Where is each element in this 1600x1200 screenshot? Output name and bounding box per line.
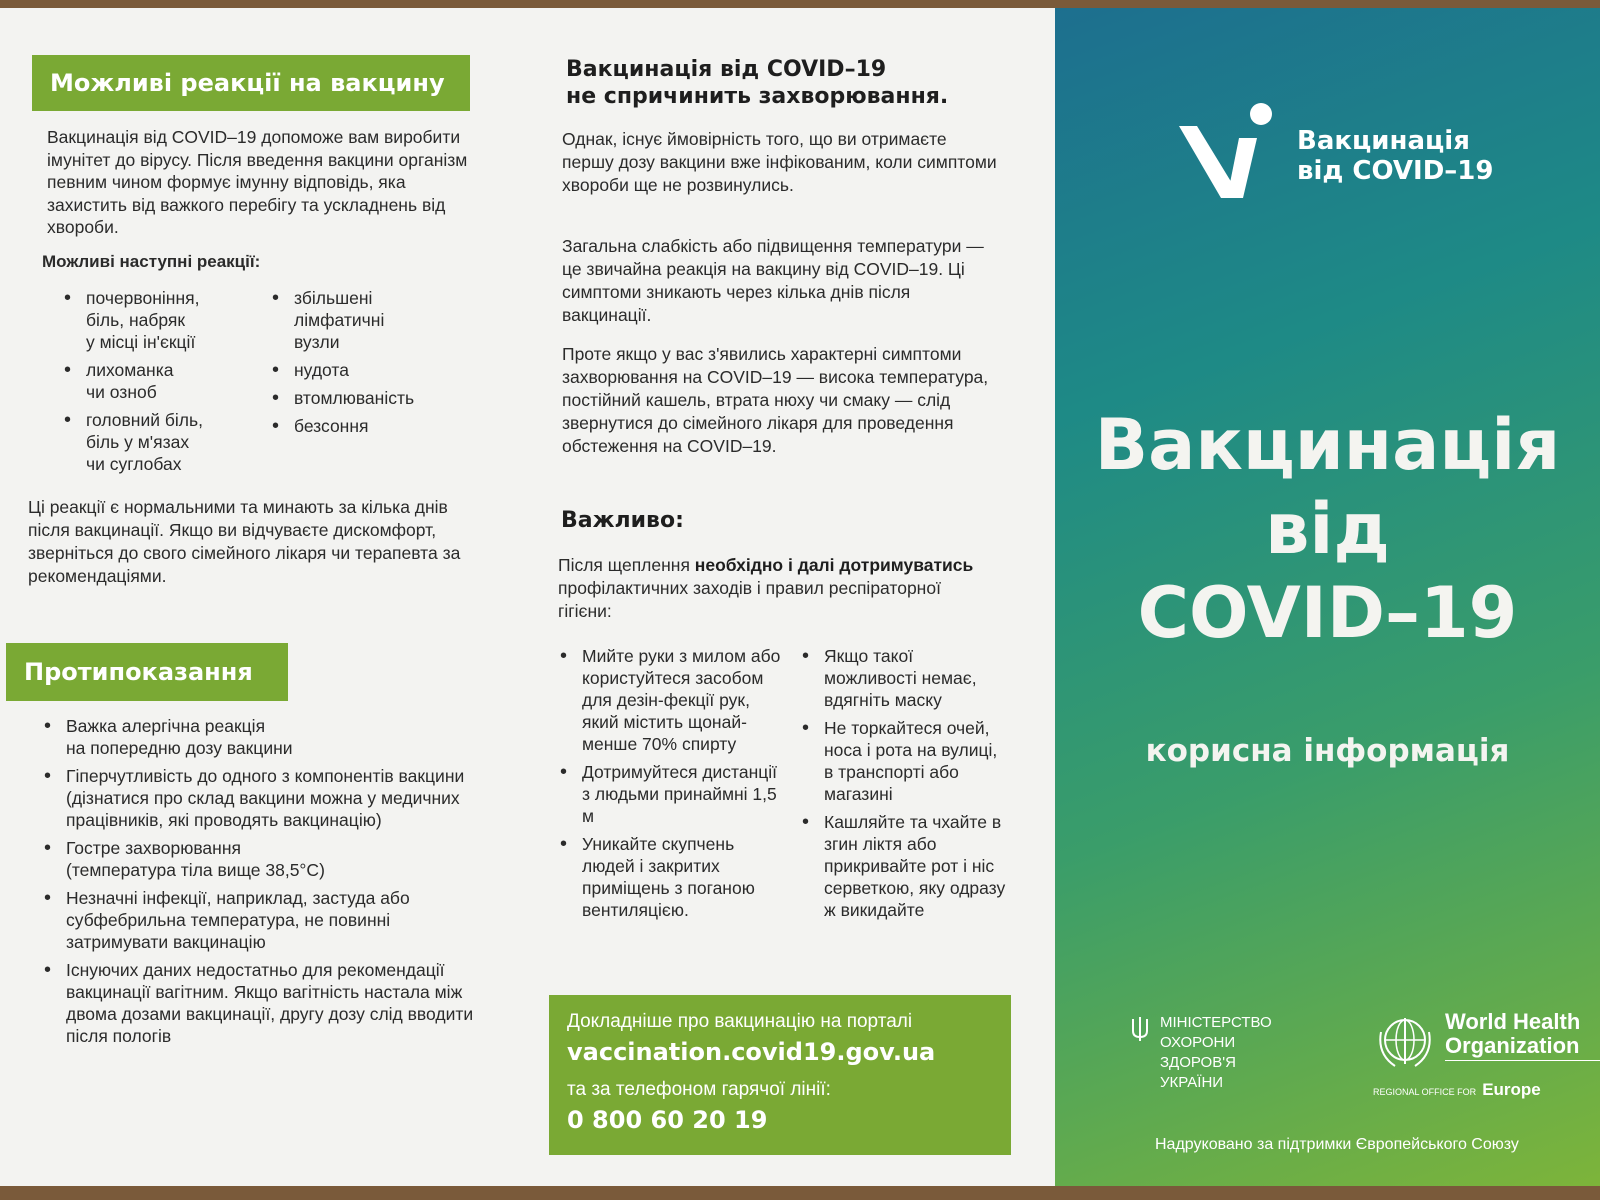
list-item: • Якщо такої можливості немає, вдягніть маску bbox=[800, 645, 1010, 711]
list-item: • Гіперчутливість до одного з компонентів вакцини (дізнатися про склад вакцини можна у медичних працівників, які проводять вакцинацію) bbox=[42, 765, 492, 831]
list-item: • збільшені лімфатичні вузли bbox=[270, 287, 470, 353]
cover-title-line2: від bbox=[1265, 488, 1390, 570]
list-item: • Уникайте скупчень людей і закритих приміщень з поганою вентиляцією. bbox=[558, 833, 788, 921]
cover-title-line3: COVID–19 bbox=[1137, 572, 1518, 654]
after-vaccination-text bbox=[558, 554, 998, 623]
list-item: • лихоманка чи озноб bbox=[62, 359, 262, 403]
who-regional-label: REGIONAL OFFICE FOR bbox=[1373, 1087, 1477, 1097]
cover-panel bbox=[1055, 8, 1600, 1186]
prevention-list-2 bbox=[800, 645, 1010, 927]
logo-text-line1: Вакцинація bbox=[1297, 126, 1470, 156]
vaccination-logo-icon bbox=[1173, 98, 1283, 213]
list-item: • Важка алергічна реакція на попередню дозу вакцини bbox=[42, 715, 492, 759]
list-item: • втомлюваність bbox=[270, 387, 470, 409]
who-name bbox=[1445, 1010, 1600, 1061]
cover-title bbox=[1055, 403, 1600, 655]
reactions-intro: Вакцинація від COVID–19 допоможе вам виробити імунітет до вірусу. Після введення вакцини організм певним чином формує імунну відповідь, яка захистить від важкого перебігу та ускладнень від хвороби. bbox=[47, 127, 468, 237]
middle-paragraph-3: Проте якщо у вас з'явились характерні симптоми захворювання на COVID–19 — висока температура, постійний кашель, втрата нюху чи смаку — слід звернутися до сімейного лікаря для проведення обстеження на COVID–19. bbox=[562, 344, 989, 456]
list-item: • Не торкайтеся очей, носа і рота на вулиці, в транспорті або магазині bbox=[800, 717, 1010, 805]
list-item: • Кашляйте та чхайте в згин ліктя або прикривайте рот і ніс серветкою, яку одразу ж викидайте bbox=[800, 811, 1010, 921]
after-text-pre: Після щеплення bbox=[558, 555, 695, 575]
list-item: • Незначні інфекції, наприклад, застуда або субфебрильна температура, не повинні затримувати вакцинацію bbox=[42, 887, 492, 953]
reactions-heading: Можливі реакції на вакцину bbox=[32, 55, 470, 111]
ministry-line: УКРАЇНИ bbox=[1160, 1074, 1224, 1091]
hotline-phone[interactable]: 0 800 60 20 19 bbox=[567, 1106, 768, 1134]
after-text-bold: необхідно і далі дотримуватись bbox=[694, 555, 974, 575]
ministry-name bbox=[1160, 1013, 1272, 1093]
logo-text-line2: від COVID–19 bbox=[1297, 156, 1494, 186]
list-item: • Дотримуйтеся дистанції з людьми принаймні 1,5 м bbox=[558, 761, 788, 827]
reactions-list-1 bbox=[62, 287, 262, 481]
middle-paragraph-2: Загальна слабкість або підвищення температури — це звичайна реакція на вакцину від COVID–19. Ці симптоми зникають через кілька днів після вакцинації. bbox=[562, 236, 984, 325]
contraindications-list bbox=[42, 715, 492, 1053]
trident-icon bbox=[1130, 1015, 1150, 1043]
middle-title bbox=[566, 56, 1006, 110]
middle-title-line2: не спричинить захворювання. bbox=[566, 84, 949, 109]
who-emblem-icon bbox=[1373, 1010, 1437, 1074]
eu-support-note: Надруковано за підтримки Європейського Союзу bbox=[1155, 1136, 1519, 1153]
contraindications-heading: Протипоказання bbox=[6, 643, 288, 701]
portal-info-box bbox=[549, 995, 1011, 1155]
reactions-list-2 bbox=[270, 287, 470, 443]
list-item: • безсоння bbox=[270, 415, 470, 437]
list-item: • Мийте руки з милом або користуйтеся засобом для дезін-фекції рук, який містить щонай-менше 70% спирту bbox=[558, 645, 788, 755]
list-item: • нудота bbox=[270, 359, 470, 381]
who-regional-office bbox=[1373, 1080, 1541, 1100]
possible-reactions-heading: Можливі наступні реакції: bbox=[42, 252, 261, 271]
logo-text bbox=[1297, 126, 1493, 186]
ministry-line: МІНІСТЕРСТВО bbox=[1160, 1014, 1272, 1031]
ministry-line: ЗДОРОВ'Я bbox=[1160, 1054, 1236, 1071]
list-item: • головний біль, біль у м'язах чи суглобах bbox=[62, 409, 262, 475]
reactions-normal-note: Ці реакції є нормальними та минають за кілька днів після вакцинації. Якщо ви відчуваєте дискомфорт, зверніться до свого сімейного лікаря чи терапевта за рекомендаціями. bbox=[28, 497, 461, 586]
after-text-post: профілактичних заходів і правил респіраторної гігієни: bbox=[558, 578, 941, 621]
ministry-line: ОХОРОНИ bbox=[1160, 1034, 1236, 1051]
hotline-text: та за телефоном гарячої лінії: bbox=[567, 1079, 831, 1100]
middle-paragraph-1: Однак, існує ймовірність того, що ви отримаєте першу дозу вакцини вже інфікованим, коли симптоми хвороби ще не розвинулись. bbox=[562, 129, 997, 195]
who-name-line1: World Health bbox=[1445, 1009, 1581, 1034]
cover-subtitle: корисна інформація bbox=[1145, 733, 1510, 769]
important-heading: Важливо: bbox=[561, 508, 684, 533]
who-europe-label: Europe bbox=[1482, 1080, 1541, 1099]
leaflet-sheet bbox=[0, 8, 1600, 1186]
middle-title-line1: Вакцинація від COVID–19 bbox=[566, 57, 887, 82]
prevention-list-1 bbox=[558, 645, 788, 927]
list-item: • Гостре захворювання (температура тіла вище 38,5°C) bbox=[42, 837, 492, 881]
list-item: • Існуючих даних недостатньо для рекомендації вакцинації вагітним. Якщо вагітність настала між двома дозами вакцинації, другу дозу слід вводити після пологів bbox=[42, 959, 492, 1047]
portal-url-link[interactable]: vaccination.covid19.gov.ua bbox=[567, 1038, 936, 1066]
list-item: • почервоніння, біль, набряк у місці ін'єкції bbox=[62, 287, 262, 353]
who-name-line2: Organization bbox=[1445, 1034, 1600, 1061]
portal-text: Докладніше про вакцинацію на порталі bbox=[567, 1011, 913, 1032]
cover-title-line1: Вакцинація bbox=[1094, 404, 1561, 486]
